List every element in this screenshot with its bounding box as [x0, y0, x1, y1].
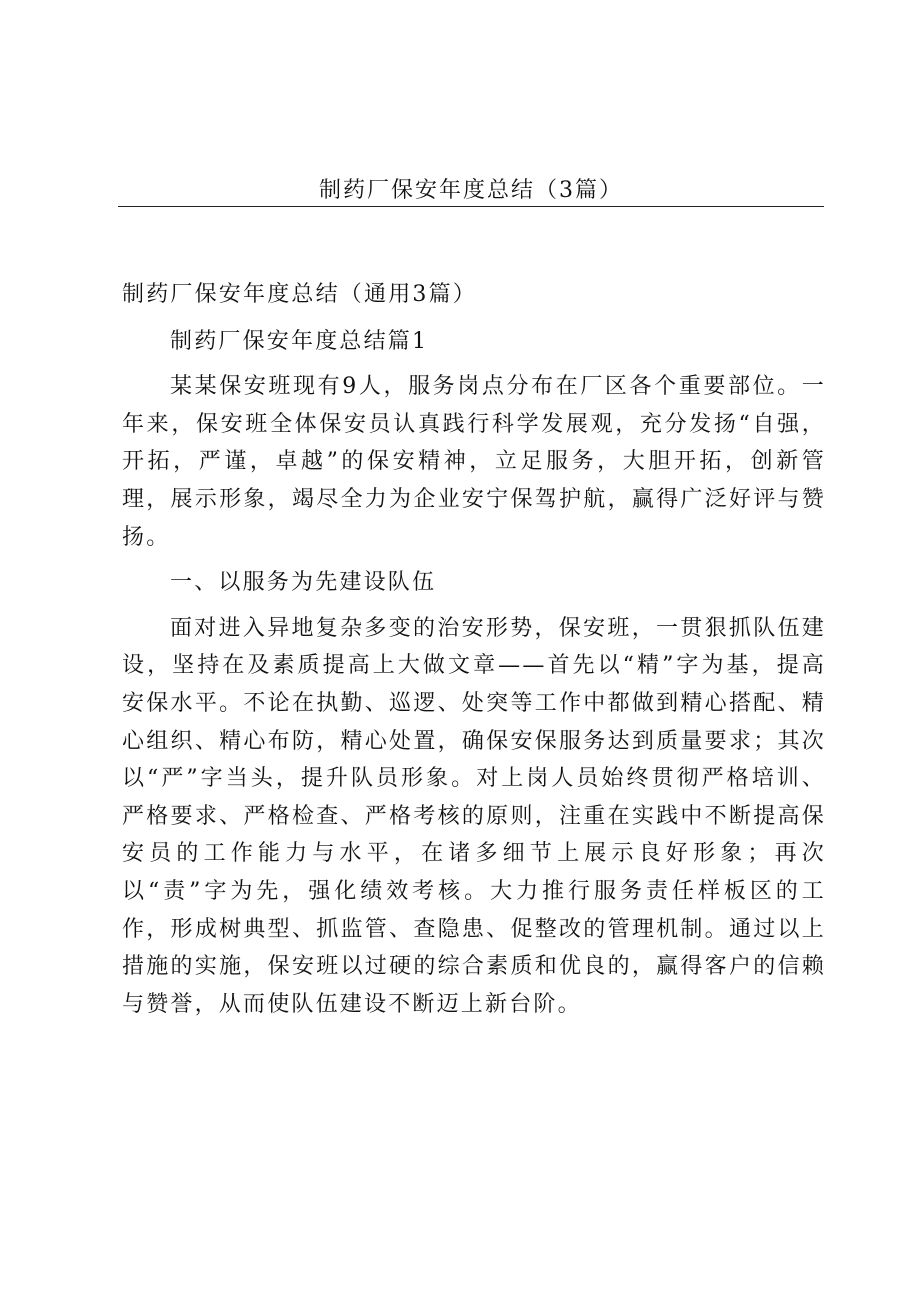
- section-title: 制药厂保安年度总结篇1: [170, 328, 429, 354]
- section-heading-1: 一、以服务为先建设队伍: [170, 570, 437, 596]
- intro-paragraph: 某某保安班现有9人，服务岗点分布在厂区各个重要部位。一年来，保安班全体保安员认真践行科学发展观，充分发扬“自强，开拓，严谨，卓越”的保安精神，立足服务，大胆开拓，创新管理，展示形象，竭尽全力为企业安宁保驾护航，赢得广泛好评与赞扬。: [122, 374, 826, 550]
- header-divider: [118, 206, 824, 207]
- paragraph-1: 面对进入异地复杂多变的治安形势，保安班，一贯狠抓队伍建设，坚持在及素质提高上大做文章——首先以“精”字为基，提高安保水平。不论在执勤、巡逻、处突等工作中都做到精心搭配、精心组织、精心布防，精心处置，确保安保服务达到质量要求；其次以“严”字当头，提升队员形象。对上岗人员始终贯彻严格培训、严格要求、严格检查、严格考核的原则，注重在实践中不断提高保安员的工作能力与水平，在诸多细节上展示良好形象；再次以“责”字为先，强化绩效考核。大力推行服务责任样板区的工作，形成树典型、抓监管、查隐患、促整改的管理机制。通过以上措施的实施，保安班以过硬的综合素质和优良的，赢得客户的信赖与赞誉，从而使队伍建设不断迈上新台阶。: [122, 615, 826, 1017]
- page-header-title: 制药厂保安年度总结（3篇）: [319, 178, 623, 203]
- document-title: 制药厂保安年度总结（通用3篇）: [122, 282, 477, 307]
- document-body: [122, 276, 826, 1023]
